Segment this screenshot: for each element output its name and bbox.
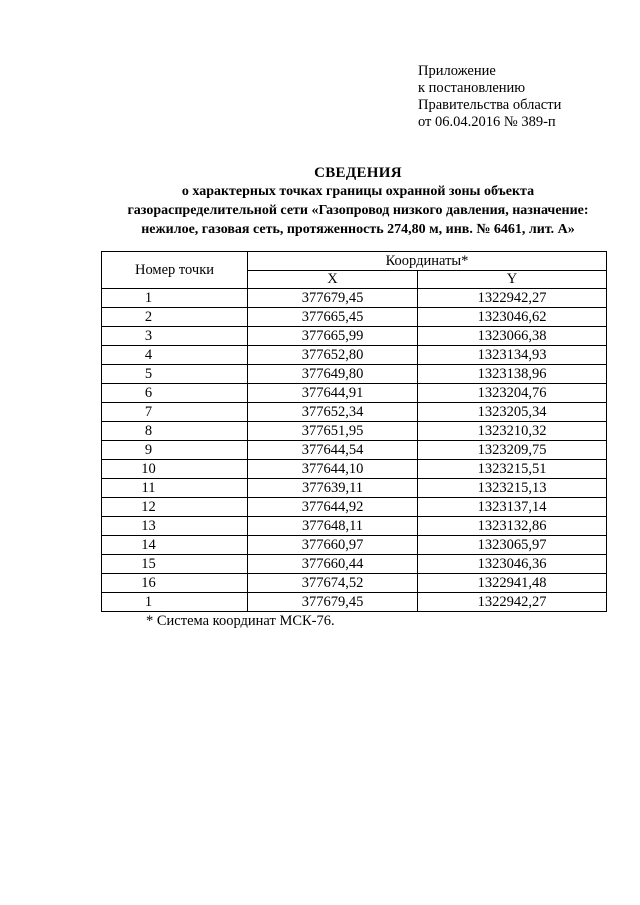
coordinates-table <box>101 251 607 612</box>
y-coordinate-cell: 1323210,32 <box>418 422 607 441</box>
table-row <box>102 593 607 612</box>
y-coordinate-cell: 1323046,62 <box>418 308 607 327</box>
point-number-cell: 15 <box>102 555 248 574</box>
point-number-cell: 1 <box>102 289 248 308</box>
column-header-x: X <box>248 271 418 289</box>
table-row <box>102 555 607 574</box>
y-coordinate-cell: 1322942,27 <box>418 593 607 612</box>
x-coordinate-cell: 377679,45 <box>248 289 418 308</box>
point-number-cell: 4 <box>102 346 248 365</box>
table-row <box>102 308 607 327</box>
point-number-cell: 14 <box>102 536 248 555</box>
x-coordinate-cell: 377660,97 <box>248 536 418 555</box>
y-coordinate-cell: 1323046,36 <box>418 555 607 574</box>
table-row <box>102 517 607 536</box>
y-coordinate-cell: 1322942,27 <box>418 289 607 308</box>
y-coordinate-cell: 1323204,76 <box>418 384 607 403</box>
x-coordinate-cell: 377679,45 <box>248 593 418 612</box>
appendix-line: Приложение <box>418 63 496 79</box>
table-row <box>102 327 607 346</box>
y-coordinate-cell: 1323138,96 <box>418 365 607 384</box>
y-coordinate-cell: 1323215,51 <box>418 460 607 479</box>
point-number-cell: 9 <box>102 441 248 460</box>
table-row <box>102 403 607 422</box>
y-coordinate-cell: 1322941,48 <box>418 574 607 593</box>
point-number-cell: 13 <box>102 517 248 536</box>
table-row <box>102 574 607 593</box>
point-number-cell: 3 <box>102 327 248 346</box>
x-coordinate-cell: 377652,80 <box>248 346 418 365</box>
point-number-cell: 16 <box>102 574 248 593</box>
appendix-line: Правительства области <box>418 97 562 113</box>
appendix-line: к постановлению <box>418 80 526 96</box>
document-subtitle-line: газораспределительной сети «Газопровод низкого давления, назначение: <box>127 203 589 218</box>
y-coordinate-cell: 1323065,97 <box>418 536 607 555</box>
y-coordinate-cell: 1323215,13 <box>418 479 607 498</box>
y-coordinate-cell: 1323134,93 <box>418 346 607 365</box>
table-body <box>102 289 607 612</box>
x-coordinate-cell: 377652,34 <box>248 403 418 422</box>
column-header-y: Y <box>418 271 607 289</box>
point-number-cell: 11 <box>102 479 248 498</box>
table-row <box>102 365 607 384</box>
x-coordinate-cell: 377651,95 <box>248 422 418 441</box>
table-row <box>102 536 607 555</box>
appendix-date-number: от 06.04.2016 № 389-п <box>418 114 556 130</box>
table-row <box>102 498 607 517</box>
column-header-coordinates: Координаты* <box>248 252 607 271</box>
x-coordinate-cell: 377644,54 <box>248 441 418 460</box>
x-coordinate-cell: 377674,52 <box>248 574 418 593</box>
table-row <box>102 422 607 441</box>
table-row <box>102 384 607 403</box>
table-row <box>102 479 607 498</box>
point-number-cell: 5 <box>102 365 248 384</box>
x-coordinate-cell: 377660,44 <box>248 555 418 574</box>
table-header-row <box>102 252 607 271</box>
appendix-header <box>418 63 561 131</box>
x-coordinate-cell: 377644,10 <box>248 460 418 479</box>
x-coordinate-cell: 377665,99 <box>248 327 418 346</box>
y-coordinate-cell: 1323066,38 <box>418 327 607 346</box>
table-row <box>102 346 607 365</box>
point-number-cell: 1 <box>102 593 248 612</box>
point-number-cell: 8 <box>102 422 248 441</box>
x-coordinate-cell: 377649,80 <box>248 365 418 384</box>
footnote: * Система координат МСК-76. <box>146 613 335 629</box>
column-header-point-number: Номер точки <box>102 252 248 289</box>
y-coordinate-cell: 1323132,86 <box>418 517 607 536</box>
point-number-cell: 10 <box>102 460 248 479</box>
document-subtitle-line: о характерных точках границы охранной зоны объекта <box>181 184 535 199</box>
point-number-cell: 12 <box>102 498 248 517</box>
table-row <box>102 289 607 308</box>
table-row <box>102 441 607 460</box>
x-coordinate-cell: 377644,92 <box>248 498 418 517</box>
y-coordinate-cell: 1323209,75 <box>418 441 607 460</box>
y-coordinate-cell: 1323137,14 <box>418 498 607 517</box>
point-number-cell: 6 <box>102 384 248 403</box>
table-row <box>102 460 607 479</box>
point-number-cell: 2 <box>102 308 248 327</box>
document-subtitle-line: нежилое, газовая сеть, протяженность 274,80 м, инв. № 6461, лит. А» <box>141 222 575 237</box>
x-coordinate-cell: 377665,45 <box>248 308 418 327</box>
x-coordinate-cell: 377648,11 <box>248 517 418 536</box>
x-coordinate-cell: 377644,91 <box>248 384 418 403</box>
y-coordinate-cell: 1323205,34 <box>418 403 607 422</box>
document-title: СВЕДЕНИЯ <box>314 165 402 181</box>
point-number-cell: 7 <box>102 403 248 422</box>
x-coordinate-cell: 377639,11 <box>248 479 418 498</box>
document-heading <box>0 164 640 239</box>
